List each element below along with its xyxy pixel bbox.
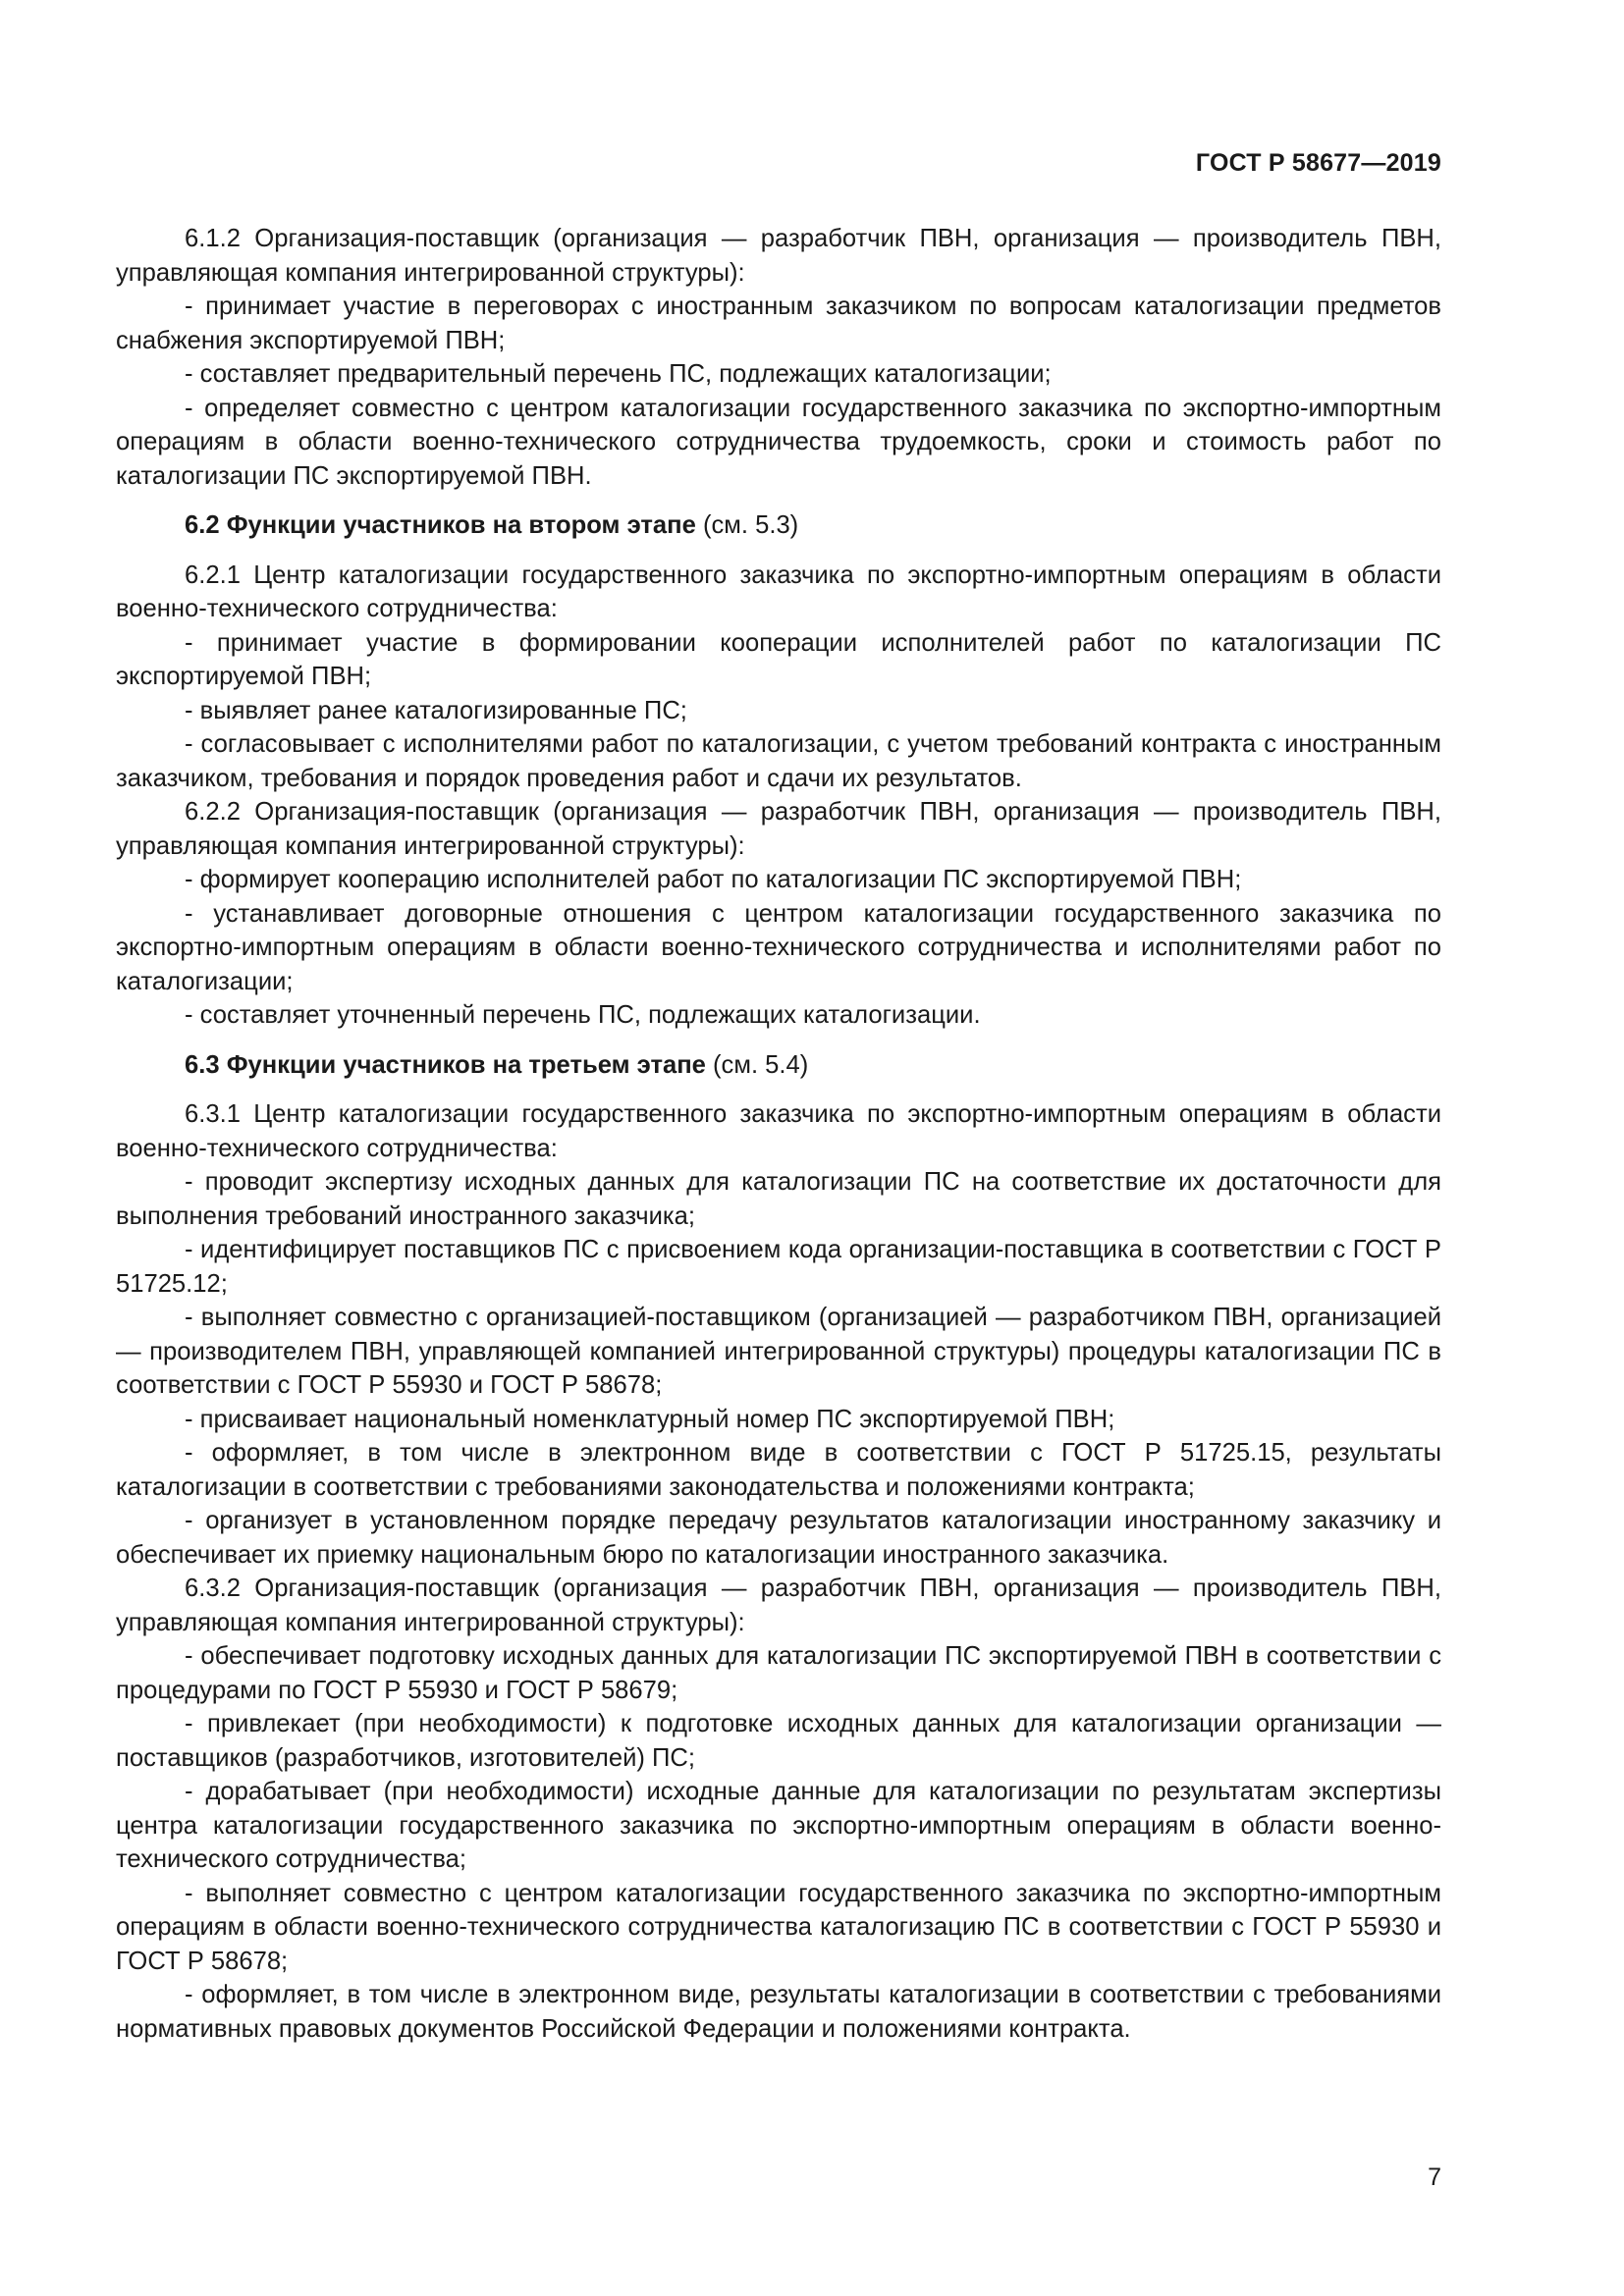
page-number: 7 xyxy=(1428,2163,1441,2191)
list-item: - дорабатывает (при необходимости) исходные данные для каталогизации по результатам экспертизы центра каталогизации государственного заказчика по экспортно-импортным операциям в области военно-технического сотрудничества; xyxy=(116,1778,1441,1873)
section-6-2-title: 6.2 Функции участников на втором этапе xyxy=(185,511,696,539)
list-item: - составляет предварительный перечень ПС, подлежащих каталогизации; xyxy=(185,360,1052,388)
list-item: - выполняет совместно с центром каталогизации государственного заказчика по экспортно-импортным операциям в области военно-технического сотрудничества каталогизацию ПС в соответствии с ГОСТ Р 55930 и ГОСТ Р 58678; xyxy=(116,1879,1441,1975)
clause-6-3-2-intro: 6.3.2 Организация-поставщик (организация — разработчик ПВН, организация — производитель ПВН, управляющая компания интегрированной структуры): xyxy=(116,1575,1441,1636)
section-6-3-reference: (см. 5.4) xyxy=(705,1050,809,1079)
clause-6-3-1-intro: 6.3.1 Центр каталогизации государственного заказчика по экспортно-импортным операциям в области военно-технического сотрудничества: xyxy=(116,1100,1441,1162)
list-item: - принимает участие в формировании кооперации исполнителей работ по каталогизации ПС экспортируемой ПВН; xyxy=(116,628,1441,690)
list-item: - проводит экспертизу исходных данных для каталогизации ПС на соответствие их достаточности для выполнения требований иностранного заказчика; xyxy=(116,1168,1441,1230)
section-6-2-heading xyxy=(116,508,1441,543)
list-item: - привлекает (при необходимости) к подготовке исходных данных для каталогизации организации — поставщиков (разработчиков, изготовителей) ПС; xyxy=(116,1710,1441,1772)
list-item: - выполняет совместно с организацией-поставщиком (организацией — разработчиком ПВН, организацией — производителем ПВН, управляющей компанией интегрированной структуры) процедуры каталогизации ПС в соответствии с ГОСТ Р 55930 и ГОСТ Р 58678; xyxy=(116,1304,1441,1399)
section-6-3-heading xyxy=(116,1048,1441,1083)
clause-6-1-2-intro: 6.1.2 Организация-поставщик (организация — разработчик ПВН, организация — производитель ПВН, управляющая компания интегрированной структуры): xyxy=(116,225,1441,287)
section-6-3-title: 6.3 Функции участников на третьем этапе xyxy=(185,1050,706,1079)
list-item: - принимает участие в переговорах с иностранным заказчиком по вопросам каталогизации предметов снабжения экспортируемой ПВН; xyxy=(116,293,1441,354)
clause-6-2-2-intro: 6.2.2 Организация-поставщик (организация — разработчик ПВН, организация — производитель ПВН, управляющая компания интегрированной структуры): xyxy=(116,798,1441,860)
list-item: - устанавливает договорные отношения с центром каталогизации государственного заказчика по экспортно-импортным операциям в области военно-технического сотрудничества и исполнителями работ по каталогизации; xyxy=(116,899,1441,995)
list-item: - обеспечивает подготовку исходных данных для каталогизации ПС экспортируемой ПВН в соответствии с процедурами по ГОСТ Р 55930 и ГОСТ Р 58679; xyxy=(116,1642,1441,1704)
list-item: - выявляет ранее каталогизированные ПС; xyxy=(185,696,687,724)
list-item: - присваивает национальный номенклатурный номер ПС экспортируемой ПВН; xyxy=(185,1405,1115,1433)
list-item: - организует в установленном порядке передачу результатов каталогизации иностранному заказчику и обеспечивает их приемку национальным бюро по каталогизации иностранного заказчика. xyxy=(116,1507,1441,1569)
list-item: - определяет совместно с центром каталогизации государственного заказчика по экспортно-импортным операциям в области военно-технического сотрудничества трудоемкость, сроки и стоимость работ по каталогизации ПС экспортируемой ПВН. xyxy=(116,394,1441,490)
document-code-header: ГОСТ Р 58677—2019 xyxy=(1195,149,1441,177)
list-item: - формирует кооперацию исполнителей работ по каталогизации ПС экспортируемой ПВН; xyxy=(185,866,1242,893)
list-item: - согласовывает с исполнителями работ по каталогизации, с учетом требований контракта с иностранным заказчиком, требования и порядок проведения работ и сдачи их результатов. xyxy=(116,730,1441,792)
list-item: - составляет уточненный перечень ПС, подлежащих каталогизации. xyxy=(185,1001,981,1029)
section-6-2-reference: (см. 5.3) xyxy=(695,511,799,539)
list-item: - оформляет, в том числе в электронном виде, результаты каталогизации в соответствии с требованиями нормативных правовых документов Российской Федерации и положениями контракта. xyxy=(116,1981,1441,2043)
clause-6-2-1-intro: 6.2.1 Центр каталогизации государственного заказчика по экспортно-импортным операциям в области военно-технического сотрудничества: xyxy=(116,561,1441,622)
page-body xyxy=(116,222,1441,2046)
list-item: - оформляет, в том числе в электронном виде в соответствии с ГОСТ Р 51725.15, результаты каталогизации в соответствии с требованиями законодательства и положениями контракта; xyxy=(116,1439,1441,1501)
list-item: - идентифицирует поставщиков ПС с присвоением кода организации-поставщика в соответствии с ГОСТ Р 51725.12; xyxy=(116,1236,1441,1298)
